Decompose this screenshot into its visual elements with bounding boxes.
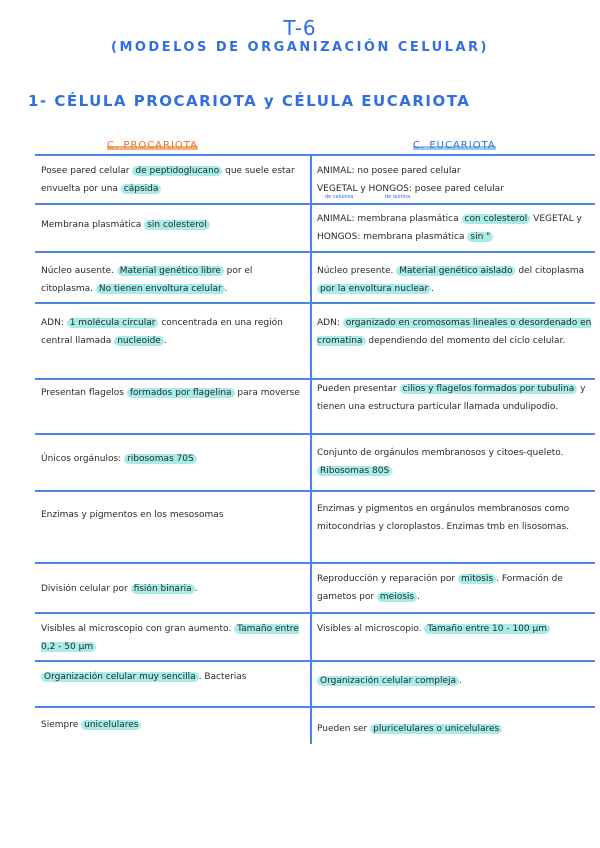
row-divider [35,302,595,304]
row-1-procariota: Posee pared celular de peptidoglucano que suele estar envuelta por una cápsida [41,166,295,194]
note-celulosa: de celulosa [325,194,354,200]
row-2-procariota: Membrana plasmática sin colesterol [41,216,303,234]
comparison-table [35,154,595,744]
row-5-procariota: Presentan flagelos formados por flagelina para moverse [41,388,300,398]
row-6-procariota: Únicos orgánulos: ribosomas 70S [41,450,303,468]
row-divider [35,706,595,708]
section-heading: 1- CÉLULA PROCARIOTA y CÉLULA EUCARIOTA [28,92,471,110]
row-11-eucariota: Pueden ser pluricelulares o unicelulares [317,720,593,738]
note-quitina: de quitina [385,194,411,200]
row-1-eucariota: ANIMAL: no posee pared celular VEGETAL y HONGOS: posee pared celular [317,166,504,194]
row-4-procariota: ADN: 1 molécula circular concentrada en una región central llamada nucleoide . [41,318,283,346]
row-2-eucariota: ANIMAL: membrana plasmática con colesterol VEGETAL y HONGOS: membrana plasmática sin " [317,214,582,242]
row-divider [35,433,595,435]
row-divider [35,490,595,492]
row-divider [35,251,595,253]
column-header-procariota: C. PROCARIOTA [107,140,198,151]
row-3-procariota: Núcleo ausente. Material genético libre por el citoplasma. No tienen envoltura celular . [41,266,253,294]
row-divider [35,612,595,614]
row-10-eucariota: Organización celular compleja . [317,672,593,690]
page-subtitle: (MODELOS DE ORGANIZACIÓN CELULAR) [111,40,489,55]
row-6-eucariota: Conjunto de orgánulos membranosos y citoes-queleto. Ribosomas 80S [317,448,564,476]
row-3-eucariota: Núcleo presente. Material genético aislado del citoplasma por la envoltura nuclear . [317,266,585,294]
row-divider [35,660,595,662]
row-8-procariota: División celular por fisión binaria . [41,584,198,594]
row-7-eucariota: Enzimas y pigmentos en orgánulos membranosos como mitocondrias y cloroplastos. Enzimas tmb en lisosomas. [317,504,570,532]
row-9-eucariota: Visibles al microscopio. Tamaño entre 10 - 100 µm [317,620,593,638]
row-8-eucariota: Reproducción y reparación por mitosis . Formación de gametos por meiosis . [317,574,563,602]
row-11-procariota: Siempre unicelulares [41,716,303,734]
row-divider [35,154,595,156]
page-title: T-6 [283,16,317,40]
row-10-procariota: Organización celular muy sencilla . Bacterias [41,668,303,686]
column-header-eucariota: C. EUCARIOTA [413,140,496,151]
row-9-procariota: Visibles al microscopio con gran aumento. Tamaño entre 0,2 - 50 µm [41,624,299,652]
column-divider [310,154,312,744]
row-5-eucariota: Pueden presentar cilios y flagelos formados por tubulina y tienen una estructura particular llamada undulipodio. [317,384,586,412]
row-4-eucariota: ADN: organizado en cromosomas lineales o desordenado en cromatina dependiendo del momento del ciclo celular. [317,318,592,346]
row-divider [35,203,595,205]
row-7-procariota: Enzimas y pigmentos en los mesosomas [41,510,224,520]
row-divider [35,562,595,564]
